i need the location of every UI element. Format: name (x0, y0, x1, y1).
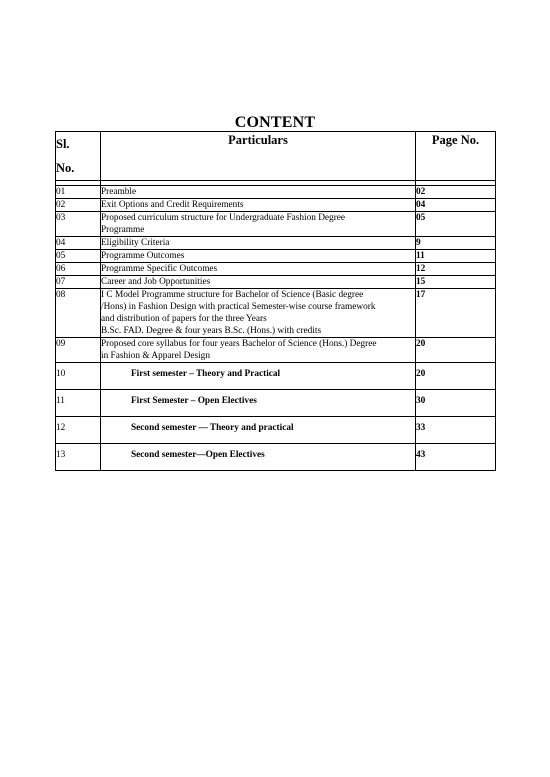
row-page-number: 02 (416, 186, 496, 199)
row-particulars (101, 237, 416, 250)
contents-body (56, 186, 496, 471)
row-page-number: 30 (416, 390, 496, 417)
row-particulars (101, 390, 416, 417)
header-serial-number (56, 132, 101, 181)
row-particulars (101, 199, 416, 212)
row-particulars (101, 276, 416, 289)
table-row (56, 263, 496, 276)
row-page-number: 04 (416, 199, 496, 212)
particulars-line: Exit Options and Credit Requirements (101, 200, 244, 210)
row-page-number: 11 (416, 250, 496, 263)
table-row (56, 338, 496, 363)
row-particulars (101, 186, 416, 199)
row-particulars (101, 212, 416, 237)
row-serial-number: 06 (56, 263, 101, 276)
row-particulars (101, 289, 416, 338)
table-row (56, 363, 496, 390)
table-row (56, 237, 496, 250)
particulars-line: Programme Outcomes (101, 251, 185, 261)
row-serial-number: 03 (56, 212, 101, 237)
particulars-line: and distribution of papers for the three Years (101, 314, 267, 324)
header-page-number: Page No. (416, 132, 496, 181)
table-row (56, 417, 496, 444)
row-particulars (101, 263, 416, 276)
row-page-number: 17 (416, 289, 496, 338)
row-page-number: 43 (416, 444, 496, 471)
particulars-line: Proposed core syllabus for four years Bachelor of Science (Hons.) Degree (101, 339, 377, 349)
contents-table (55, 131, 496, 471)
particulars-line: /Hons) in Fashion Design with practical Semester-wise course framework (101, 302, 376, 312)
row-serial-number: 10 (56, 363, 101, 390)
table-header-row (56, 132, 496, 181)
table-row (56, 250, 496, 263)
particulars-line: Programme (101, 225, 145, 235)
row-page-number: 33 (416, 417, 496, 444)
particulars-line: First semester – Theory and Practical (131, 369, 281, 379)
row-serial-number: 04 (56, 237, 101, 250)
particulars-line: I C Model Programme structure for Bachelor of Science (Basic degree (101, 290, 364, 300)
page-title: CONTENT (234, 114, 316, 131)
row-page-number: 20 (416, 338, 496, 363)
particulars-line: Proposed curriculum structure for Undergraduate Fashion Degree (101, 213, 346, 223)
header-particulars: Particulars (101, 132, 416, 181)
row-serial-number: 01 (56, 186, 101, 199)
row-page-number: 20 (416, 363, 496, 390)
row-serial-number: 12 (56, 417, 101, 444)
row-particulars (101, 363, 416, 390)
particulars-line: in Fashion & Apparel Design (101, 351, 210, 361)
table-row (56, 212, 496, 237)
particulars-line: Programme Specific Outcomes (101, 264, 218, 274)
table-row (56, 444, 496, 471)
row-particulars (101, 338, 416, 363)
row-particulars (101, 250, 416, 263)
particulars-line: Second semester—Open Electives (131, 450, 265, 460)
table-row (56, 289, 496, 338)
table-row (56, 390, 496, 417)
header-serial-line1: Sl. (56, 137, 70, 151)
header-serial-line2: No. (56, 161, 75, 175)
row-page-number: 9 (416, 237, 496, 250)
table-row (56, 186, 496, 199)
particulars-line: Career and Job Opportunities (101, 277, 211, 287)
row-serial-number: 09 (56, 338, 101, 363)
table-row (56, 199, 496, 212)
row-serial-number: 05 (56, 250, 101, 263)
particulars-line: Eligibility Criteria (101, 238, 170, 248)
row-particulars (101, 417, 416, 444)
row-serial-number: 11 (56, 390, 101, 417)
row-page-number: 05 (416, 212, 496, 237)
row-page-number: 15 (416, 276, 496, 289)
row-particulars (101, 444, 416, 471)
particulars-line: B.Sc. FAD. Degree & four years B.Sc. (Hons.) with credits (101, 326, 322, 336)
particulars-line: First Semester – Open Electives (131, 396, 257, 406)
table-row (56, 276, 496, 289)
row-serial-number: 02 (56, 199, 101, 212)
row-serial-number: 13 (56, 444, 101, 471)
row-serial-number: 08 (56, 289, 101, 338)
row-page-number: 12 (416, 263, 496, 276)
particulars-line: Preamble (101, 187, 137, 197)
particulars-line: Second semester — Theory and practical (131, 423, 294, 433)
row-serial-number: 07 (56, 276, 101, 289)
